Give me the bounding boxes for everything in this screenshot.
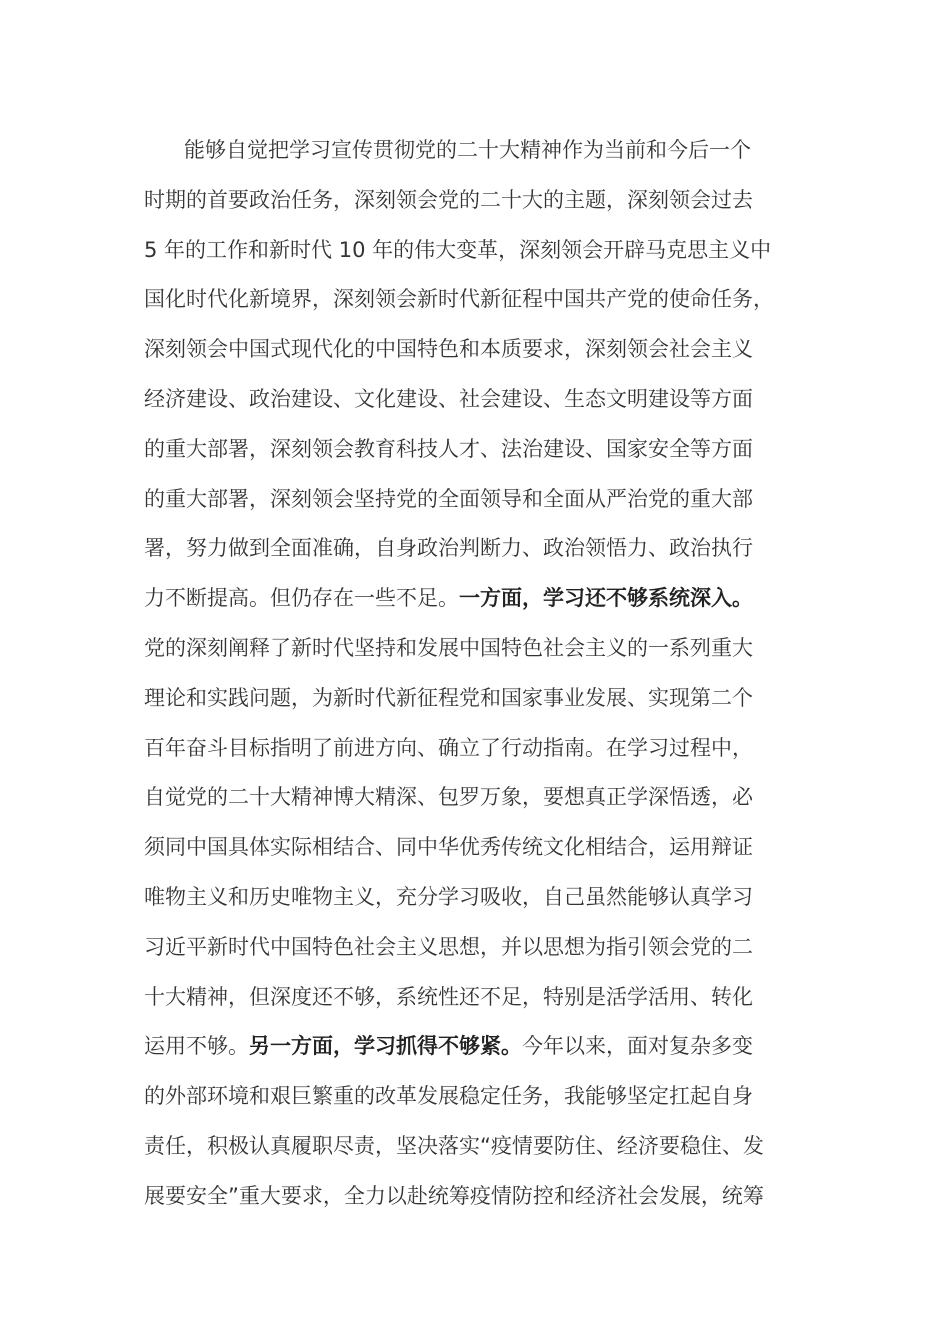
text-line: 的重大部署，深刻领会坚持党的全面领导和全面从严治党的重大部 [144, 486, 753, 511]
text-line: 时期的首要政治任务，深刻领会党的二十大的主题，深刻领会过去 [144, 187, 753, 212]
text-line: 5 年的工作和新时代 10 年的伟大变革，深刻领会开辟马克思主义中 [144, 237, 772, 262]
text-line: 十大精神，但深度还不够，系统性还不足，特别是活学活用、转化 [144, 984, 753, 1009]
plain-text: 力不断提高。但仍存在一些不足。 [144, 586, 459, 611]
text-line: 国化时代化新境界，深刻领会新时代新征程中国共产党的使命任务， [144, 287, 774, 312]
text-line: 经济建设、政治建设、文化建设、社会建设、生态文明建设等方面 [144, 386, 753, 411]
text-line: 须同中国具体实际相结合、同中华优秀传统文化相结合，运用辩证 [144, 835, 753, 860]
text-line: 责任，积极认真履职尽责，坚决落实“疫情要防住、经济要稳住、发 [144, 1133, 764, 1158]
text-line: 展要安全”重大要求，全力以赴统筹疫情防控和经济社会发展，统筹 [144, 1183, 764, 1208]
text-line: 的外部环境和艰巨繁重的改革发展稳定任务，我能够坚定扛起自身 [144, 1084, 753, 1109]
plain-text: 运用不够。 [144, 1034, 249, 1059]
text-line: 党的深刻阐释了新时代坚持和发展中国特色社会主义的一系列重大 [144, 635, 753, 660]
text-line: 理论和实践问题，为新时代新征程党和国家事业发展、实现第二个 [144, 685, 753, 710]
text-line: 能够自觉把学习宣传贯彻党的二十大精神作为当前和今后一个 [184, 138, 751, 162]
text-line: 习近平新时代中国特色社会主义思想，并以思想为指引领会党的二 [144, 934, 753, 959]
text-line: 百年奋斗目标指明了前进方向、确立了行动指南。在学习过程中， [144, 735, 753, 760]
plain-text: 今年以来，面对复杂多变 [522, 1034, 753, 1059]
body-paragraph [144, 126, 824, 1222]
emphasis-heading: 一方面，学习还不够系统深入。 [459, 586, 753, 611]
emphasis-heading: 另一方面，学习抓得不够紧。 [249, 1034, 522, 1059]
text-line: 自觉党的二十大精神博大精深、包罗万象，要想真正学深悟透，必 [144, 785, 753, 810]
text-line-with-emphasis [144, 574, 824, 624]
text-line: 署，努力做到全面准确，自身政治判断力、政治领悟力、政治执行 [144, 536, 753, 561]
text-line: 唯物主义和历史唯物主义，充分学习吸收，自己虽然能够认真学习 [144, 884, 753, 909]
text-line: 的重大部署，深刻领会教育科技人才、法治建设、国家安全等方面 [144, 436, 753, 461]
text-line-with-emphasis [144, 1022, 824, 1072]
text-line: 深刻领会中国式现代化的中国特色和本质要求，深刻领会社会主义 [144, 337, 753, 362]
